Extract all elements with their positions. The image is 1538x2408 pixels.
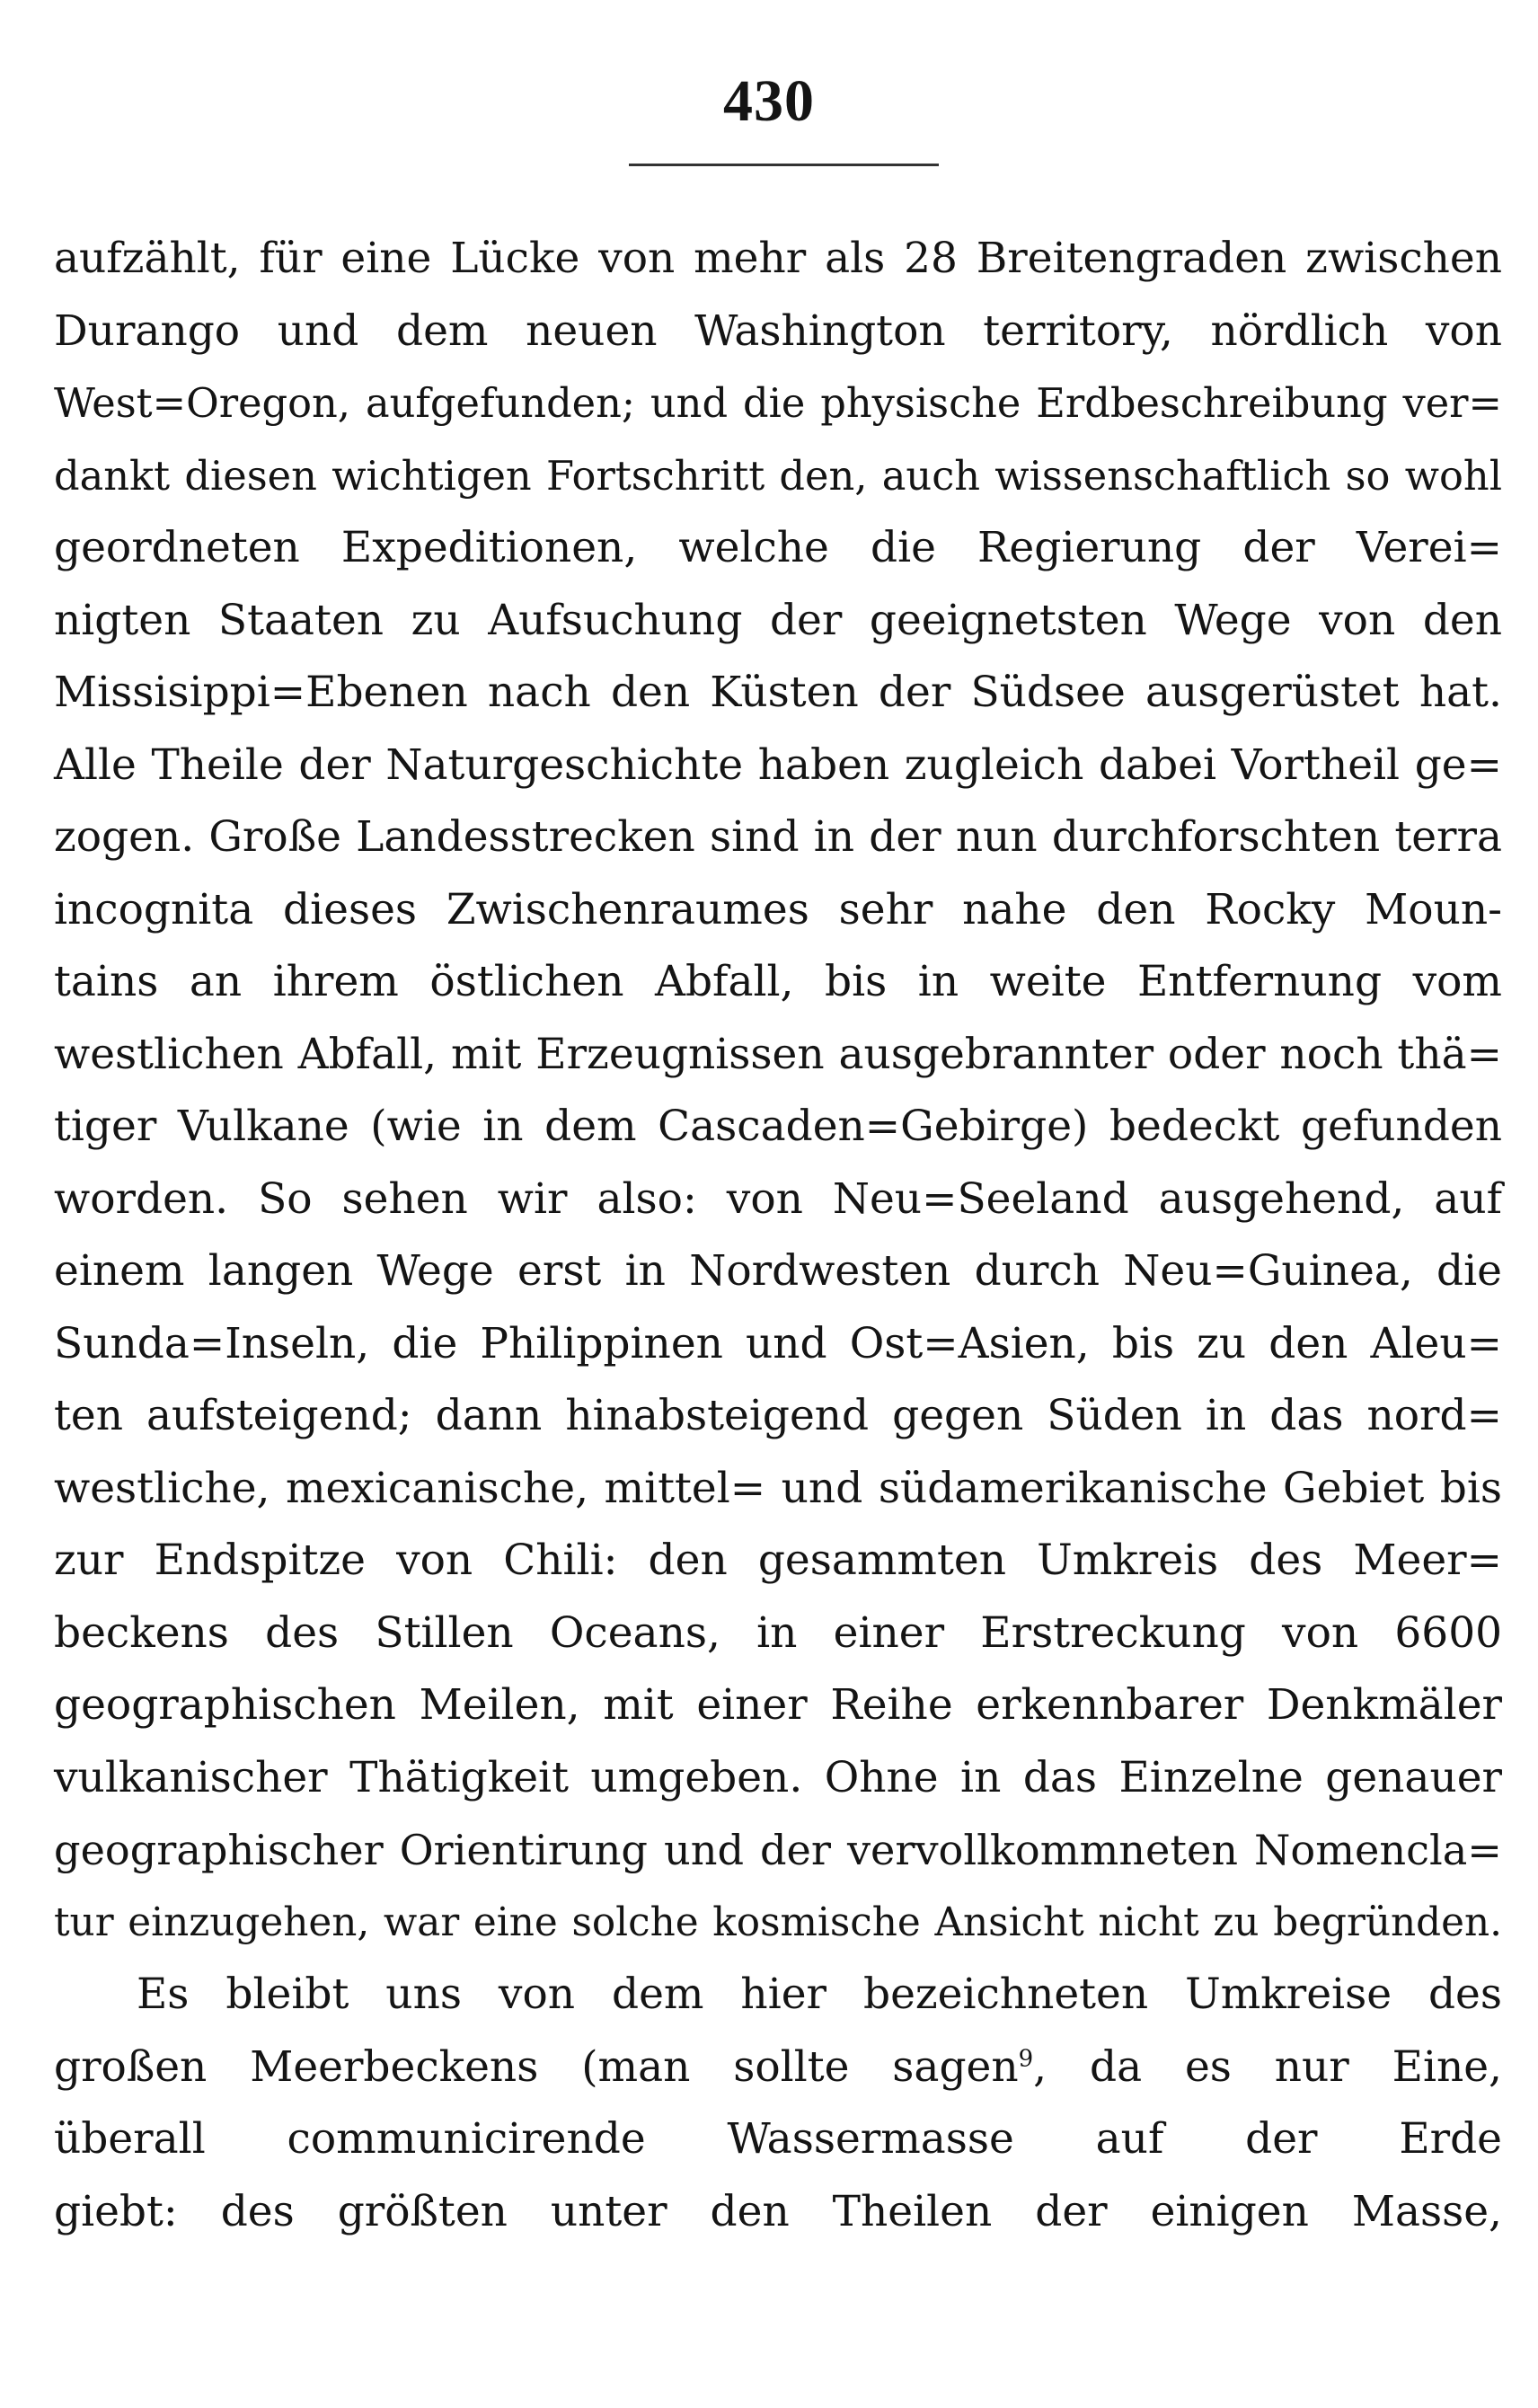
text-line: Durango und dem neuen Washington territory, nördlich von (54, 305, 1502, 356)
text-line: Alle Theile der Naturgeschichte haben zugleich dabei Vortheil ge= (54, 739, 1502, 790)
text-line: Missisippi=Ebenen nach den Küsten der Südsee ausgerüstet hat. (54, 668, 1502, 717)
text-line: tains an ihrem östlichen Abfall, bis in weite Entfernung vom (54, 957, 1502, 1006)
footnote-mark: 9 (1018, 2044, 1034, 2072)
text-line: West=Oregon, aufgefunden; und die physische Erdbeschreibung ver= (54, 380, 1502, 427)
text-line: worden. So sehen wir also: von Neu=Seeland ausgehend, auf (54, 1173, 1502, 1224)
text-line: vulkanischer Thätigkeit umgeben. Ohne in das Einzelne genauer (54, 1752, 1502, 1802)
page-number: 430 (723, 68, 815, 134)
text-line: geographischer Orientirung und der vervollkommneten Nomencla= (54, 1826, 1502, 1874)
text-line: geographischen Meilen, mit einer Reihe erkennbarer Denkmäler (54, 1680, 1502, 1730)
text-line: zur Endspitze von Chili: den gesammten Umkreis des Meer= (54, 1536, 1502, 1585)
body-text (54, 223, 1502, 2248)
text-line: tur einzugehen, war eine solche kosmische Ansicht nicht zu begründen. (54, 1899, 1502, 1945)
text-line: überall communicirende Wassermasse auf der Erde (54, 2114, 1502, 2164)
text-line: Sunda=Inseln, die Philippinen und Ost=Asien, bis zu den Aleu= (54, 1318, 1502, 1368)
text-line: aufzählt, für eine Lücke von mehr als 28 Breitengraden zwischen (54, 234, 1502, 283)
text-line: ten aufsteigend; dann hinabsteigend gegen Süden in das nord= (54, 1391, 1502, 1440)
text-line: dankt diesen wichtigen Fortschritt den, auch wissenschaftlich so wohl (54, 451, 1502, 500)
text-line: giebt: des größten unter den Theilen der einigen Masse, (54, 2186, 1502, 2236)
header-rule (629, 164, 939, 166)
text-line: Es bleibt uns von dem hier bezeichneten Umkreise des (137, 1970, 1502, 2019)
text-line: tiger Vulkane (wie in dem Cascaden=Gebirge) bedeckt gefunden (54, 1102, 1502, 1151)
text-line: incognita dieses Zwischenraumes sehr nahe den Rocky Moun- (54, 884, 1502, 934)
text-segment: großen Meerbeckens (man sollte sagen (54, 2041, 1019, 2092)
text-segment: , da es nur Eine, (1033, 2041, 1502, 2092)
text-line: nigten Staaten zu Aufsuchung der geeignetsten Wege von den (54, 595, 1502, 645)
text-line: westliche, mexicanische, mittel= und südamerikanische Gebiet bis (54, 1463, 1502, 1513)
text-line: beckens des Stillen Oceans, in einer Erstreckung von 6600 (54, 1607, 1502, 1658)
text-line: geordneten Expeditionen, welche die Regierung der Verei= (54, 523, 1502, 572)
text-line: zogen. Große Landesstrecken sind in der nun durchforschten terra (54, 812, 1502, 862)
text-line-with-footnote (54, 2032, 1502, 2104)
text-line: einem langen Wege erst in Nordwesten durch Neu=Guinea, die (54, 1246, 1502, 1296)
text-line: westlichen Abfall, mit Erzeugnissen ausgebrannter oder noch thä= (54, 1029, 1502, 1079)
